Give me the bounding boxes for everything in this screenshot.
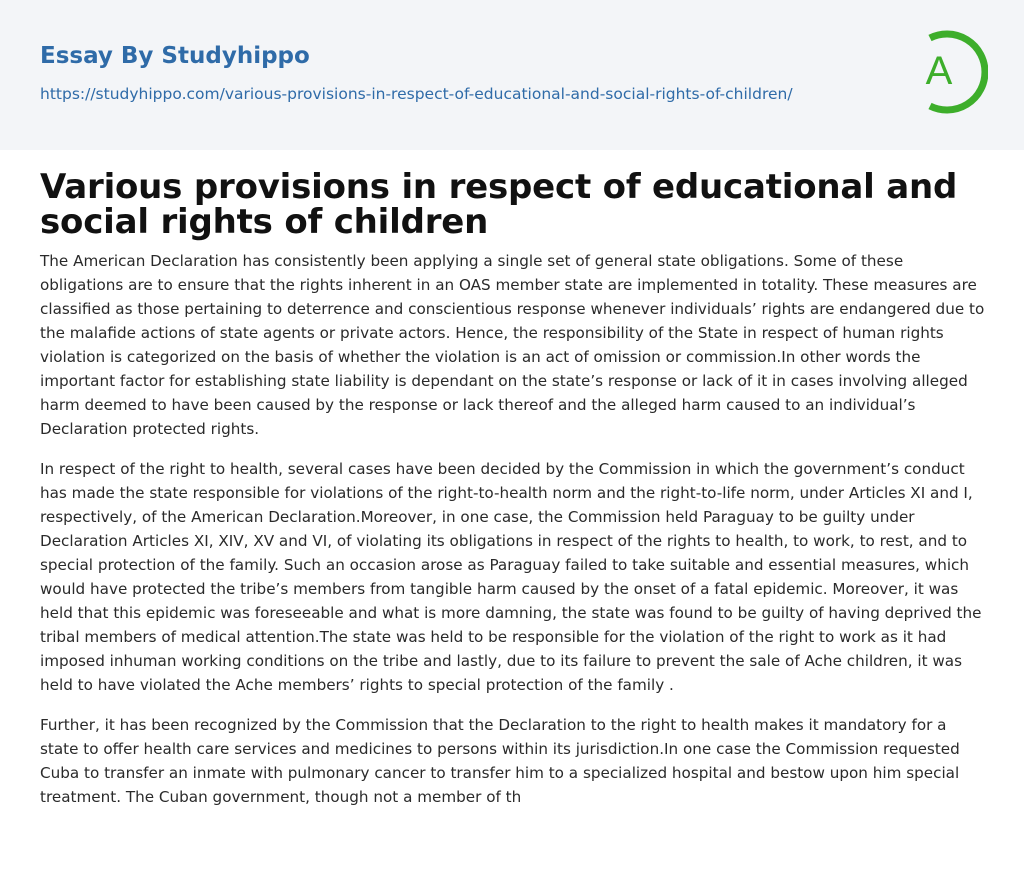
logo-letter: A xyxy=(925,49,953,93)
paragraph: The American Declaration has consistently been applying a single set of general state obligations. Some of these obligations are to ensure that the rights inherent in an OAS member state are implemented in totality. These measures are classified as those pertaining to deterrence and conscientious response whenever individuals’ rights are endangered due to the malafide actions of state agents or private actors. Hence, the responsibility of the State in respect of human rights violation is categorized on the basis of whether the violation is an act of omission or commission.In other words the important factor for establishing state liability is dependant on the state’s response or lack of it in cases involving alleged harm deemed to have been caused by the response or lack thereof and the alleged harm caused to an individual’s Declaration protected rights. xyxy=(40,252,985,438)
page-title: Various provisions in respect of educational and social rights of children xyxy=(40,167,958,242)
site-header xyxy=(0,0,1024,150)
studyhippo-logo-icon[interactable] xyxy=(908,28,988,116)
paragraph: In respect of the right to health, several cases have been decided by the Commission in which the government’s conduct has made the state responsible for violations of the right-to-health norm and the right-to-life norm, under Articles XI and I, respectively, of the American Declaration.Moreover, in one case, the Commission held Paraguay to be guilty under Declaration Articles XI, XIV, XV and VI, of violating its obligations in respect of the rights to health, to work, to rest, and to special protection of the family. Such an occasion arose as Paraguay failed to take suitable and essential measures, which would have protected the tribe’s members from tangible harm caused by the onset of a fatal epidemic. Moreover, it was held that this epidemic was foreseeable and what is more damning, the state was found to be guilty of having deprived the tribal members of medical attention.The state was held to be responsible for the violation of the right to work as it had imposed inhuman working conditions on the tribe and lastly, due to its failure to prevent the sale of Ache children, it was held to have violated the Ache members’ rights to special protection of the family . xyxy=(40,460,982,694)
essay-body xyxy=(40,249,985,825)
site-brand[interactable]: Essay By Studyhippo xyxy=(40,43,310,69)
paragraph: Further, it has been recognized by the Commission that the Declaration to the right to health makes it mandatory for a state to offer health care services and medicines to persons within its jurisdiction.In one case the Commission requested Cuba to transfer an inmate with pulmonary cancer to transfer him to a specialized hospital and bestow upon him special treatment. The Cuban government, though not a member of th xyxy=(40,716,960,806)
essay-url-link[interactable]: https://studyhippo.com/various-provisions-in-respect-of-educational-and-social-rights-of-children/ xyxy=(40,85,793,103)
